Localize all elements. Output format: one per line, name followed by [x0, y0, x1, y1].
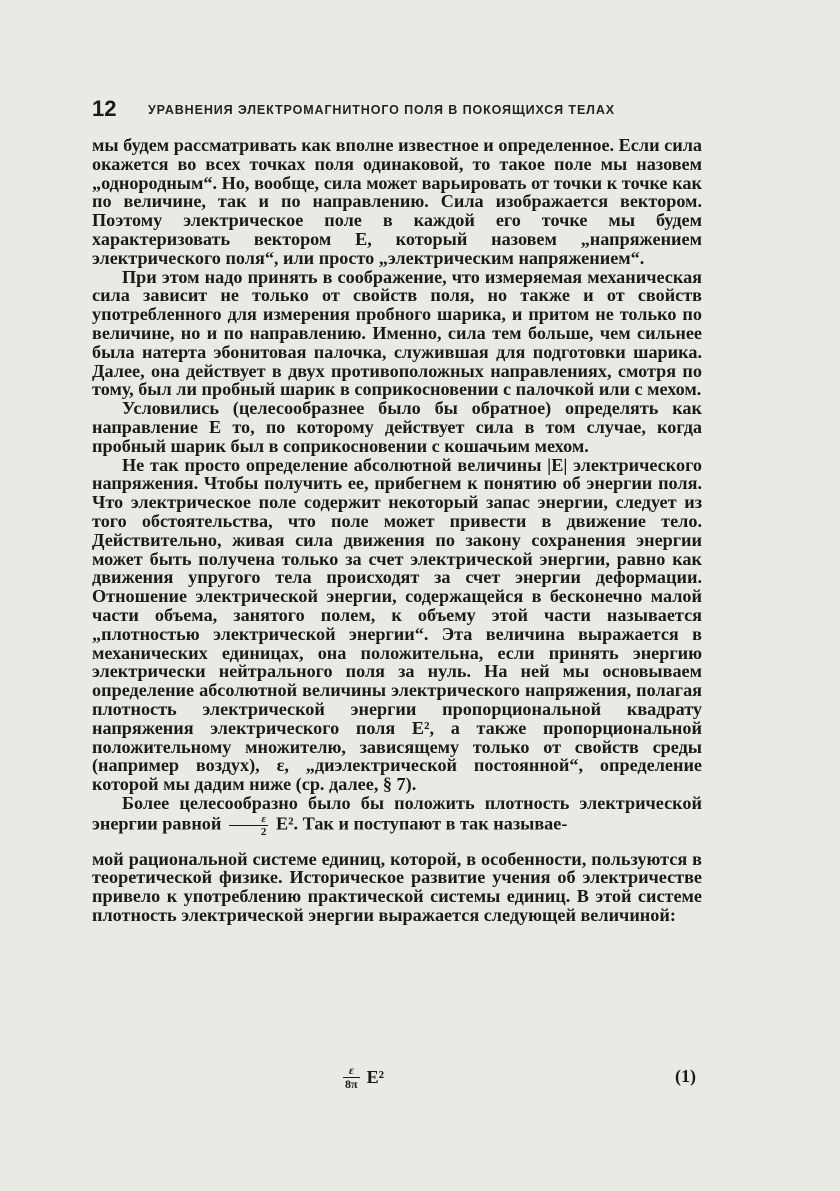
paragraph-4: Не так просто определение абсолютной величины |E| электрического напряжения. Чтобы получить ее, прибегнем к понятию об энергии поля. Что электрическое поле содержит некоторый запас энергии, следует из того обстоятельства, что поле может привести в движение тело. Действительно, живая сила движения по закону сохранения энергии может быть получена только за счет электрической энергии, равно как движения упругого тела происходят за счет энергии деформации. Отношение электрической энергии, содержащейся в бесконечно малой части объема, занятого полем, к объему этой части называется „плотностью электрической энергии“. Эта величина выражается в механических единицах, она положительна, если принять энергию электрически нейтрального поля за нуль. На ней мы основываем определение абсолютной величины электрического напряжения, полагая плотность электрической энергии пропорциональной квадрату напряжения электрического поля E², а также пропорциональной положительному множителю, зависящему только от свойств среды (например воздух), ε, „диэлектрической постоянной“, определение которой мы дадим ниже (ср. далее, § 7). [92, 454, 702, 795]
inline-fraction [229, 813, 269, 838]
paragraph-5 [92, 794, 702, 838]
equation-denominator: 8π [345, 1077, 358, 1091]
paragraph-2: При этом надо принять в соображение, что измеряемая механическая сила зависит не только от свойств поля, но также и от свойств употребленного для измерения пробного шарика, и притом не только по величине, но и по направлению. Именно, сила тем больше, чем сильнее была натерта эбонитовая палочка, служившая для подготовки шарика. Далее, она действует в двух противоположных направлениях, смотря по тому, был ли пробный шарик в соприкосновении с палочкой или с мехом. [92, 266, 702, 400]
paragraph-3: Условились (целесообразнее было бы обратное) определять как направление E то, по которому действует сила в том случае, когда пробный шарик был в соприкосновении с кошачьим мехом. [92, 398, 702, 456]
page-header [92, 96, 702, 124]
body-text [92, 136, 702, 925]
equation-fraction [343, 1064, 360, 1091]
equation-number: (1) [675, 1066, 696, 1086]
paragraph-1: мы будем рассматривать как вполне известное и определенное. Если сила окажется во всех точках поля одинаковой, то такое поле мы назовем „однородным“. Но, вообще, сила может варьировать от точки к точке как по величине, так и по направлению. Сила изображается вектором. Поэтому электрическое поле в каждой его точке мы будем характеризовать вектором E, который назовем „напряжением электрического поля“, или просто „электрическим напряжением“. [92, 135, 702, 268]
equation-expression: E² [366, 1067, 384, 1087]
equation-1 [92, 1060, 702, 1100]
equation-body [340, 1064, 384, 1091]
running-head: УРАВНЕНИЯ ЭЛЕКТРОМАГНИТНОГО ПОЛЯ В ПОКОЯЩИХСЯ ТЕЛАХ [148, 103, 616, 117]
paragraph-5-lead: Более целесообразно было бы положить плотность электрической энергии равной [92, 792, 702, 834]
fraction-numerator: ε [229, 813, 269, 826]
page-number: 12 [92, 96, 117, 121]
paragraph-5-continuation: мой рациональной системе единиц, которой, в особенности, пользуются в теоретической физике. Историческое развитие учения об электричестве привело к употреблению практической системы единиц. В этой системе плотность электрической энергии выражается следующей величиной: [92, 848, 702, 926]
paragraph-5-tail: E². Так и поступают в так называе- [275, 813, 568, 834]
equation-numerator: ε [343, 1064, 360, 1078]
fraction-denominator: 2 [260, 825, 267, 838]
